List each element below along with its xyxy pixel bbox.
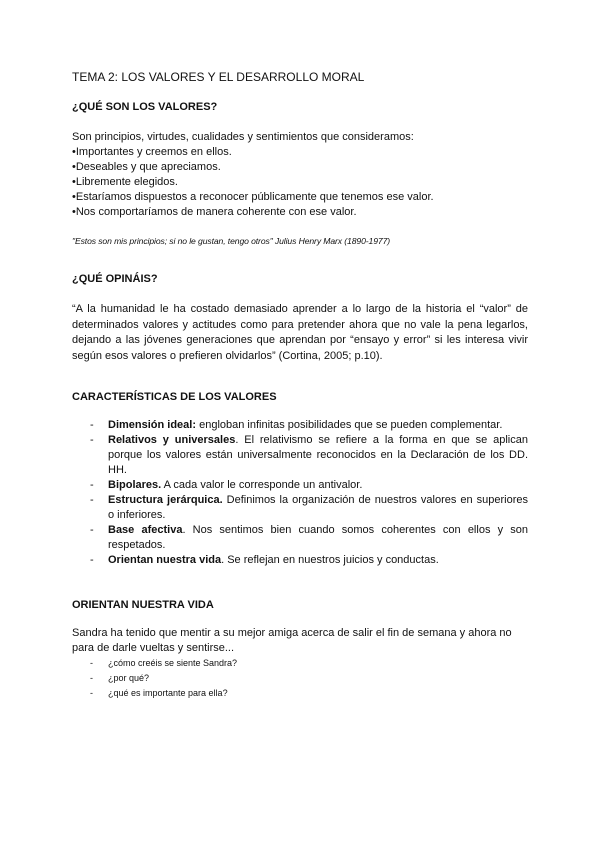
questions-list [72, 656, 528, 701]
list-item: - Orientan nuestra vida. Se reflejan en nuestros juicios y conductas. [90, 554, 439, 566]
list-item: •Estaríamos dispuestos a reconocer públicamente que tenemos ese valor. [72, 191, 434, 203]
marx-quote: "Estos son mis principios; si no le gustan, tengo otros" Julius Henry Marx (1890-1977) [72, 236, 391, 246]
list-item: - Base afectiva. Nos sentimos bien cuando somos coherentes con ellos y son respetados. [90, 524, 529, 551]
heading-que-son: ¿QUÉ SON LOS VALORES? [72, 101, 218, 113]
list-item: •Libremente elegidos. [72, 176, 178, 188]
list-item: - ¿cómo creéis se siente Sandra? [90, 658, 238, 668]
list-item: •Nos comportaríamos de manera coherente con ese valor. [72, 206, 357, 218]
cortina-quote: “A la humanidad le ha costado demasiado aprender a lo largo de la historia el “valor” de determinados valores y actitudes como para pretender ahora que no vale la pena legarlos, dejando a las jóvenes generaciones que aprendan por “ensayo y error” si les interesa vivir según esos valores o prefieren olvidarlos” (Cortina, 2005; p.10). [72, 303, 528, 362]
heading-que-opinais: ¿QUÉ OPINÁIS? [72, 273, 158, 285]
list-item: •Deseables y que apreciamos. [72, 161, 221, 173]
list-item: - Estructura jerárquica. Definimos la organización de nuestros valores en superiores o inferiores. [90, 494, 528, 521]
sandra-text: Sandra ha tenido que mentir a su mejor amiga acerca de salir el fin de semana y ahora no para de darle vueltas y sentirse... [72, 627, 512, 654]
document-title: TEMA 2: LOS VALORES Y EL DESARROLLO MORAL [72, 70, 365, 84]
values-definition [72, 130, 528, 220]
list-item: - Dimensión ideal: engloban infinitas posibilidades que se pueden complementar. [90, 419, 503, 431]
list-item: - Bipolares. A cada valor le corresponde un antivalor. [90, 479, 363, 491]
list-item: - ¿qué es importante para ella? [90, 688, 228, 698]
list-item: •Importantes y creemos en ellos. [72, 146, 232, 158]
characteristics-list [72, 418, 528, 568]
intro-text: Son principios, virtudes, cualidades y sentimientos que consideramos: [72, 131, 414, 143]
list-item: - ¿por qué? [90, 673, 150, 683]
heading-orientan: ORIENTAN NUESTRA VIDA [72, 599, 214, 611]
heading-caracteristicas: CARACTERÍSTICAS DE LOS VALORES [72, 391, 277, 403]
list-item: - Relativos y universales. El relativismo se refiere a la forma en que se aplican porque los valores están universalmente reconocidos en la Declaración de los DD. HH. [90, 434, 528, 476]
